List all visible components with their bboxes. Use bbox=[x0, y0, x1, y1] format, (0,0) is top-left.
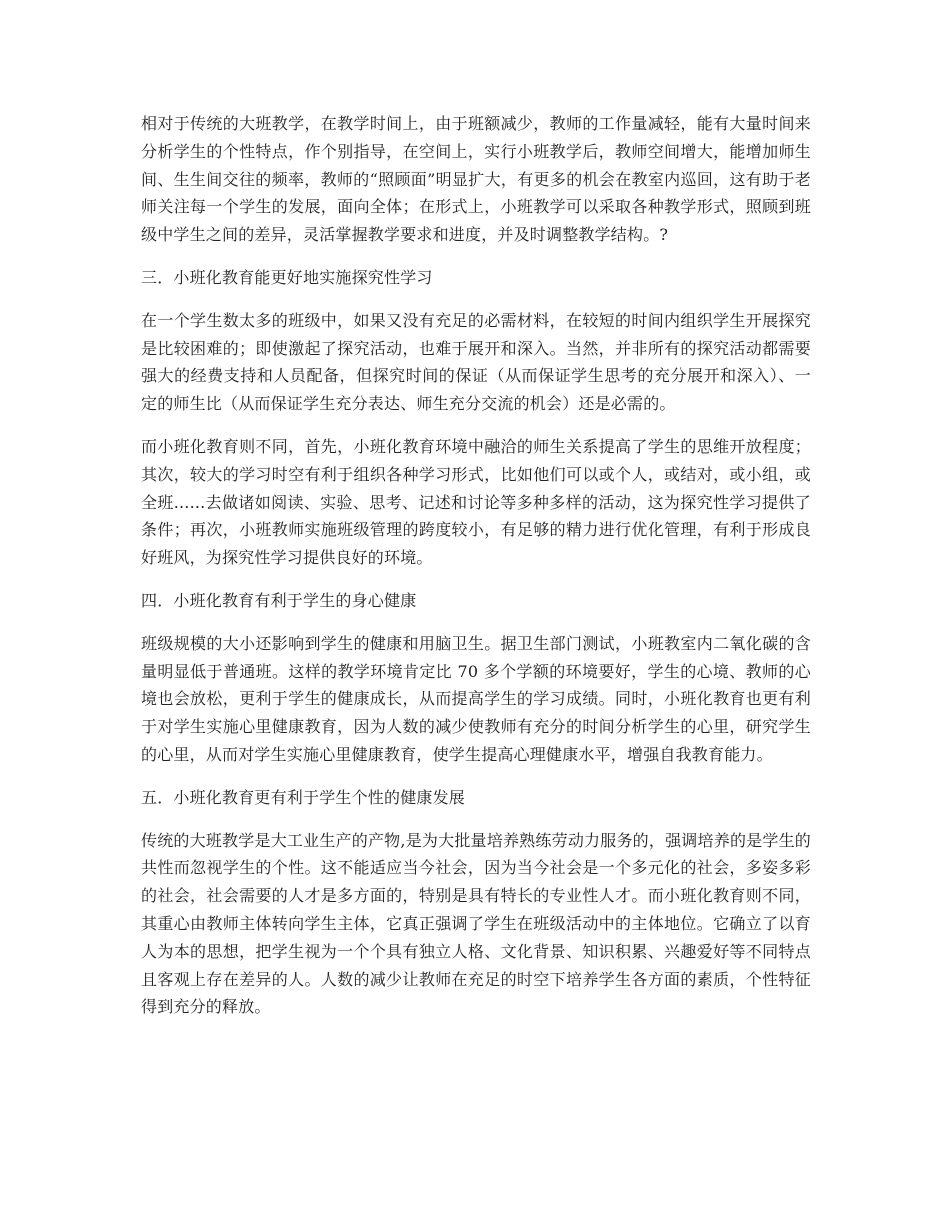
document-page bbox=[141, 110, 811, 1036]
section-heading-physical-mental-health: 四．小班化教育有利于学生的身心健康 bbox=[141, 590, 417, 610]
paragraph-health: 班级规模的大小还影响到学生的健康和用脑卫生。据卫生部门测试，小班教室内二氧化碳的含量明显低于普通班。这样的教学环境肯定比 70 多个学额的环境要好，学生的心境、教师的心境也会放松，更利于学生的健康成长，从而提高学生的学习成绩。同时，小班化教育也更有利于对学生实施心里健康教育，因为人数的减少使教师有充分的时间分析学生的心里，研究学生的心里，从而对学生实施心里健康教育，使学生提高心理健康水平，增强自我教育能力。 bbox=[141, 633, 811, 764]
section-heading-personality-development: 五．小班化教育更有利于学生个性的健康发展 bbox=[141, 787, 466, 807]
paragraph-large-class-inquiry: 在一个学生数太多的班级中，如果又没有充足的必需材料，在较短的时间内组织学生开展探究是比较困难的；即使激起了探究活动，也难于展开和深入。当然，并非所有的探究活动都需要强大的经费支持和人员配备，但探究时间的保证（从而保证学生思考的充分展开和深入）、一定的师生比（从而保证学生充分表达、师生充分交流的机会）还是必需的。 bbox=[141, 310, 811, 414]
section-heading-inquiry-learning: 三．小班化教育能更好地实施探究性学习 bbox=[141, 267, 433, 287]
paragraph-personality: 传统的大班教学是大工业生产的产物,是为大批量培养熟练劳动力服务的，强调培养的是学生的共性而忽视学生的个性。这不能适应当今社会，因为当今社会是一个多元化的社会，多姿多彩的社会，社会需要的人才是多方面的，特别是具有特长的专业性人才。而小班化教育则不同，其重心由教师主体转向学生主体，它真正强调了学生在班级活动中的主体地位。它确立了以育人为本的思想，把学生视为一个个具有独立人格、文化背景、知识积累、兴趣爱好等不同特点且客观上存在差异的人。人数的减少让教师在充足的时空下培养学生各方面的素质，个性特征得到充分的释放。 bbox=[141, 830, 811, 1017]
paragraph-teaching-time-space: 相对于传统的大班教学，在教学时间上，由于班额减少，教师的工作量减轻，能有大量时间来分析学生的个性特点，作个别指导，在空间上，实行小班教学后，教师空间增大，能增加师生间、生生间交往的频率，教师的“照顾面”明显扩大，有更多的机会在教室内巡回，这有助于老师关注每一个学生的发展，面向全体；在形式上，小班教学可以采取各种教学形式，照顾到班级中学生之间的差异，灵活掌握教学要求和进度，并及时调整教学结构。? bbox=[141, 114, 811, 245]
paragraph-small-class-inquiry: 而小班化教育则不同，首先，小班化教育环境中融洽的师生关系提高了学生的思维开放程度；其次，较大的学习时空有利于组织各种学习形式，比如他们可以或个人，或结对，或小组，或全班......去做诸如阅读、实验、思考、记述和讨论等多种多样的活动，这为探究性学习提供了条件；再次，小班教师实施班级管理的跨度较小，有足够的精力进行优化管理，有利于形成良好班风，为探究性学习提供良好的环境。 bbox=[141, 436, 811, 568]
